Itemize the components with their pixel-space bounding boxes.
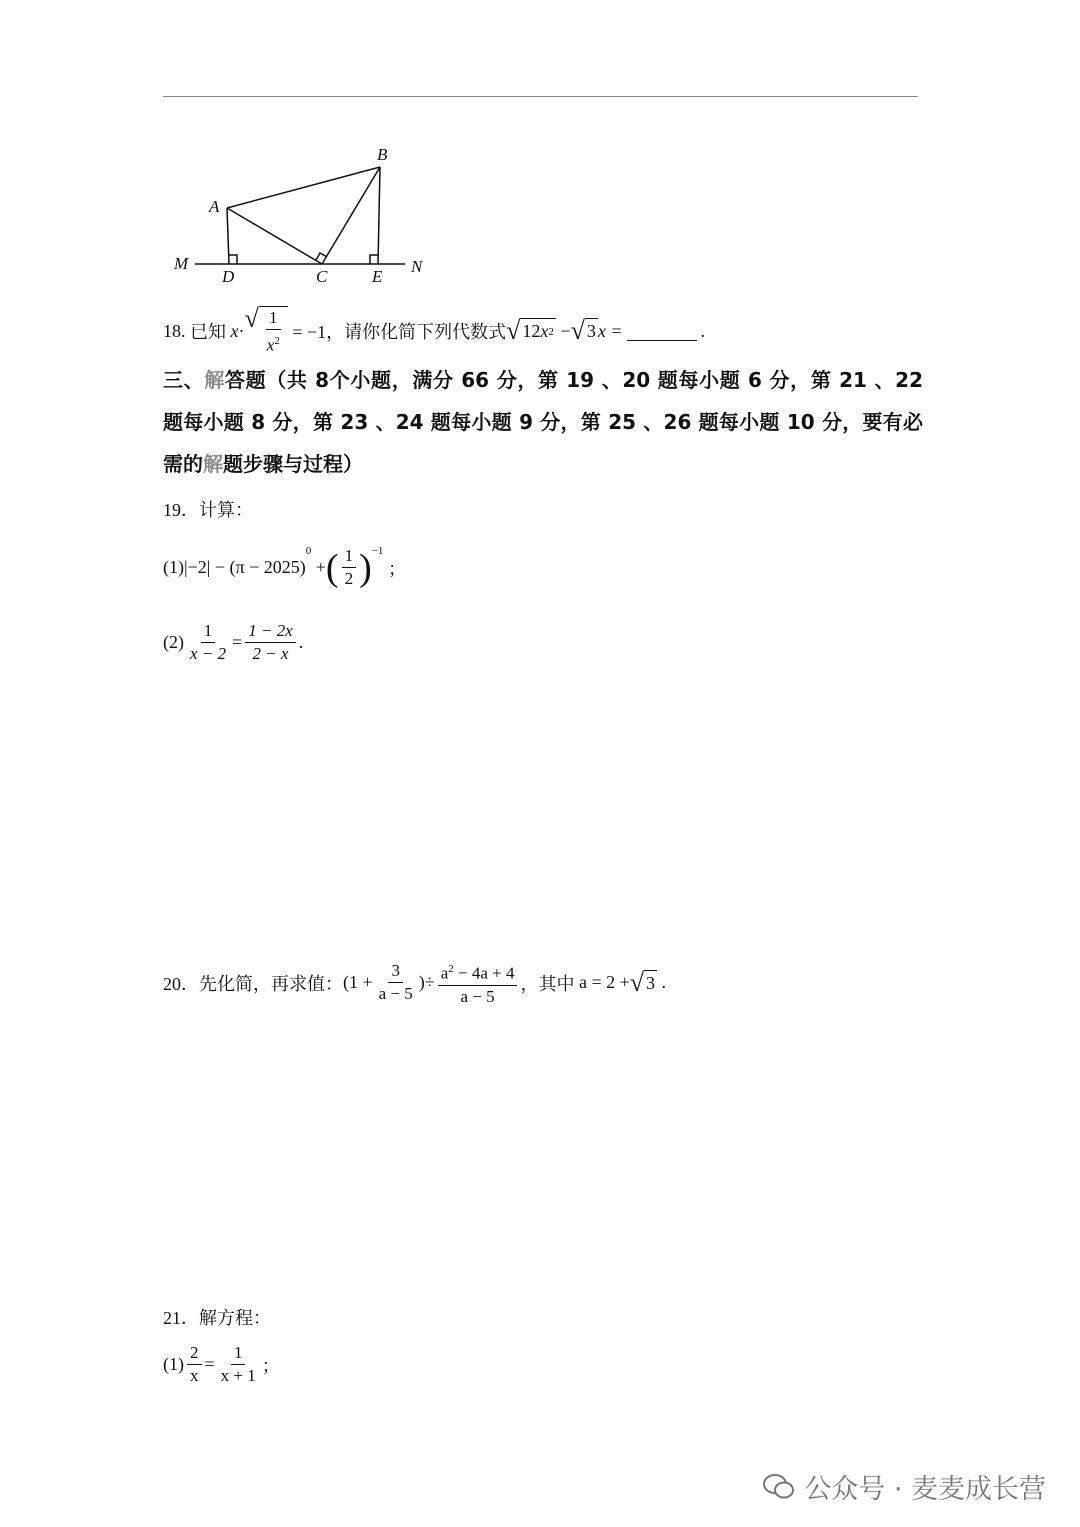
sqrt-expr: √ 12 x 2: [506, 316, 554, 346]
part-label: (2): [163, 632, 184, 652]
watermark: [762, 1467, 1046, 1506]
question-21-part-1: [163, 1342, 280, 1387]
sqrt-expr: √ 3: [629, 967, 656, 997]
label-a: A: [209, 197, 220, 216]
expr: ): [418, 972, 425, 993]
t: 解: [204, 368, 225, 392]
num: 1: [201, 620, 216, 643]
den: a − 5: [460, 986, 495, 1006]
punct: ；: [387, 558, 406, 579]
sqrt-expr: √ 3: [570, 316, 596, 346]
watermark-text: 公众号 · 麦麦成长营: [804, 1474, 1046, 1505]
answer-blank[interactable]: [627, 322, 697, 341]
label-n: N: [411, 257, 423, 276]
q-number: 18.: [163, 320, 186, 341]
num: 3: [646, 972, 656, 993]
num: 12: [522, 321, 541, 342]
punct: .: [661, 972, 667, 993]
num: 3: [388, 960, 403, 983]
label-c: C: [316, 267, 328, 286]
op: ÷: [424, 972, 435, 993]
part-label: (1): [163, 557, 184, 577]
exp: 2: [448, 963, 454, 975]
question-20: [163, 958, 666, 1008]
label-b: B: [377, 145, 388, 164]
expr: − 4a + 4: [453, 963, 515, 983]
question-18: [163, 306, 705, 357]
q-text: x =: [597, 320, 623, 341]
punct: ；: [261, 1355, 280, 1376]
geometry-figure: [160, 140, 440, 290]
num: 1: [231, 1342, 246, 1365]
header-rule: [163, 96, 918, 97]
den: a − 5: [378, 984, 413, 1004]
exp: −1: [371, 545, 384, 557]
expr: (1 +: [343, 972, 373, 993]
q-text: = −1，请你化简下列代数式: [292, 322, 507, 343]
op: −: [560, 320, 571, 341]
section-heading: [163, 359, 923, 485]
den: x − 2: [190, 644, 227, 663]
num: 3: [586, 321, 596, 342]
punct: .: [298, 632, 304, 652]
q-text: 20．先化简，再求值：: [163, 973, 343, 994]
t: 题步骤与过程）: [223, 452, 363, 476]
q-text: 已知: [190, 322, 226, 343]
label-m: M: [174, 254, 189, 273]
sqrt-expr: √ $\frac{1}{x^2}$: [245, 306, 288, 357]
dot: ·: [238, 320, 245, 341]
var: x: [266, 335, 275, 355]
op: =: [204, 1354, 215, 1374]
var: x: [230, 320, 239, 341]
var: a: [440, 963, 449, 983]
num: 2: [187, 1342, 202, 1365]
den: x: [190, 1366, 199, 1385]
label-e: E: [372, 267, 383, 286]
den: 2 − x: [252, 644, 289, 663]
part-label: (1): [163, 1354, 184, 1374]
expr: |−2|: [184, 557, 211, 577]
question-19-part-1: (1) |−2| − (π − 2025) 0 + ( $\frac{1}{2}$ ) $^{-1}$ ；: [163, 545, 406, 589]
label-d: D: [222, 267, 235, 286]
t: 解: [203, 452, 223, 476]
num: 1: [266, 307, 281, 330]
exp: 2: [274, 335, 280, 347]
op: =: [232, 632, 243, 652]
num: 1 − 2x: [245, 620, 296, 643]
q-text: ，其中: [520, 973, 575, 994]
num: 1: [342, 545, 357, 568]
question-19-part-2: [163, 620, 303, 665]
period: .: [700, 320, 705, 341]
den: 2: [344, 569, 354, 588]
exp: 2: [548, 325, 554, 338]
var: x: [540, 321, 549, 342]
question-21-title: 21．解方程：: [163, 1308, 271, 1328]
question-19-title: 19．计算：: [163, 500, 253, 520]
op: +: [315, 557, 326, 577]
t: 三、: [163, 368, 205, 392]
wechat-icon: [762, 1472, 796, 1502]
exp: 0: [305, 545, 312, 557]
t: 答题（共 8个小题，满分 66 分，第 19 、20 题每小题 6 分，第 21 、22 题每小题 8 分，第 23 、24 题每小题 9 分，第 25 、26 题每小题 10 分，要有必需的: [163, 368, 924, 476]
den: x + 1: [220, 1366, 256, 1385]
expr: a = 2 +: [578, 972, 630, 993]
expr: − (π − 2025): [214, 557, 306, 577]
